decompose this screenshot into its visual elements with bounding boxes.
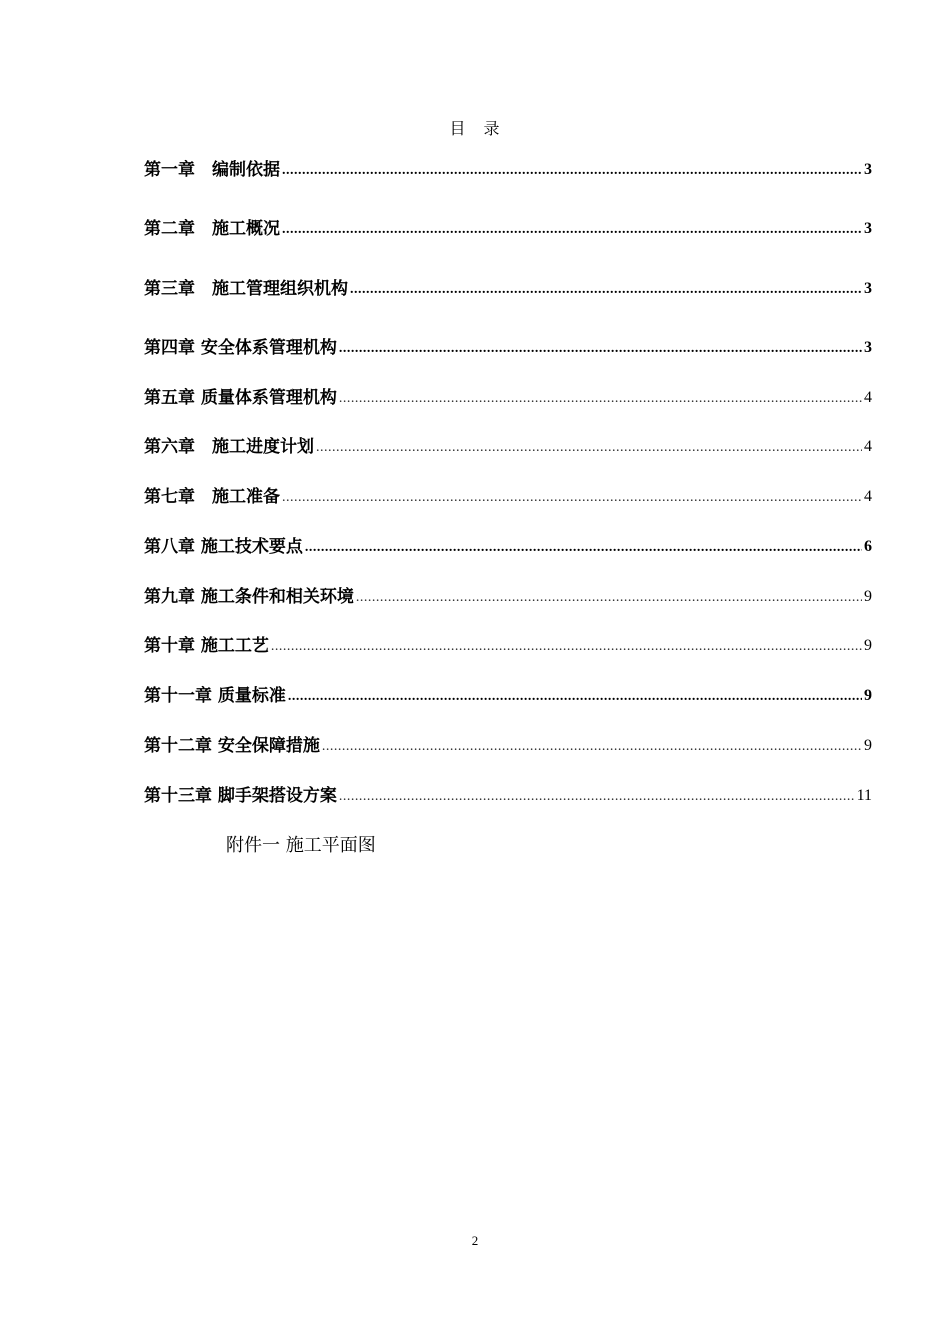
toc-leader-dots	[282, 158, 862, 182]
toc-entry-page: 3	[864, 161, 872, 178]
toc-entry-label: 第七章 施工准备	[144, 487, 280, 507]
page-number: 2	[471, 1233, 479, 1248]
toc-entry-label: 第九章 施工条件和相关环境	[144, 587, 354, 607]
toc-leader-dots	[356, 585, 862, 609]
toc-leader-dots	[282, 217, 862, 241]
toc-entry-label: 第四章 安全体系管理机构	[144, 338, 337, 358]
toc-entry-label: 第十三章 脚手架搭设方案	[144, 786, 337, 806]
toc-entry[interactable]	[144, 435, 872, 459]
toc-entry-page: 3	[864, 280, 872, 297]
toc-entry-page: 4	[864, 389, 872, 406]
toc-entry-page: 6	[864, 538, 872, 555]
toc-entry-label: 第十章 施工工艺	[144, 636, 269, 656]
toc-leader-dots	[316, 435, 862, 459]
toc-entry-page: 9	[864, 637, 872, 654]
toc-entry[interactable]	[144, 277, 872, 301]
toc-entry-label: 第二章 施工概况	[144, 219, 280, 239]
toc-entry[interactable]	[144, 684, 872, 708]
toc-leader-dots	[288, 684, 862, 708]
toc-entry[interactable]	[144, 336, 872, 360]
toc-leader-dots	[339, 336, 862, 360]
toc-entry-page: 4	[864, 488, 872, 505]
toc-entry[interactable]	[144, 634, 872, 658]
toc-entry[interactable]	[144, 535, 872, 559]
toc-leader-dots	[322, 734, 862, 758]
toc-leader-dots	[350, 277, 862, 301]
toc-entry[interactable]	[144, 784, 872, 808]
toc-entry[interactable]	[144, 485, 872, 509]
toc-leader-dots	[339, 784, 855, 808]
toc-leader-dots	[271, 634, 862, 658]
toc-leader-dots	[339, 386, 862, 410]
toc-entry-label: 第十二章 安全保障措施	[144, 736, 320, 756]
toc-entry-label: 第三章 施工管理组织机构	[144, 279, 348, 299]
toc-entry[interactable]	[144, 585, 872, 609]
toc-entry[interactable]	[144, 386, 872, 410]
toc-leader-dots	[305, 535, 862, 559]
toc-leader-dots	[282, 485, 862, 509]
toc-title: 目 录	[449, 119, 501, 138]
toc-entry-label: 第八章 施工技术要点	[144, 537, 303, 557]
toc-entry-page: 3	[864, 339, 872, 356]
toc-entry-page: 9	[864, 687, 872, 704]
toc-entry[interactable]	[144, 217, 872, 241]
toc-entry-page: 9	[864, 737, 872, 754]
toc-entry-page: 9	[864, 588, 872, 605]
toc-entry[interactable]	[144, 734, 872, 758]
toc-entry-label: 第十一章 质量标准	[144, 686, 286, 706]
toc-entry-label: 第一章 编制依据	[144, 160, 280, 180]
toc-entry-page: 11	[856, 787, 872, 804]
attachment-label: 附件一 施工平面图	[226, 835, 376, 856]
toc-entry[interactable]	[144, 158, 872, 182]
toc-entry-label: 第五章 质量体系管理机构	[144, 388, 337, 408]
toc-entry-page: 4	[864, 438, 872, 455]
toc-entry-label: 第六章 施工进度计划	[144, 437, 314, 457]
toc-entry-page: 3	[864, 220, 872, 237]
